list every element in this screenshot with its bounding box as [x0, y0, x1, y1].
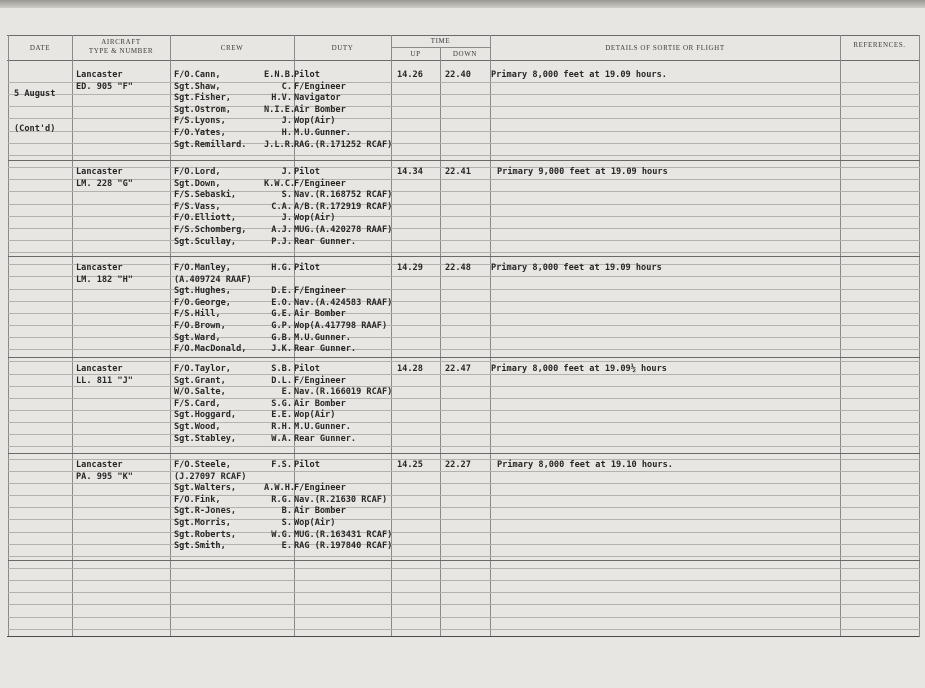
crew-list	[174, 263, 392, 356]
crew-initials: R.G.	[271, 494, 292, 505]
crew-member	[174, 399, 392, 411]
ruled-line	[8, 617, 920, 618]
crew-duty: Nav.(A.424583 RAAF)	[294, 297, 393, 308]
ruled-line	[8, 446, 920, 447]
page-bottom-rule	[7, 636, 919, 637]
crew-member	[174, 506, 392, 518]
aircraft-number: LM. 228 "G"	[76, 178, 133, 189]
aircraft-entry	[76, 263, 133, 286]
crew-name: Sgt.Hoggard,	[174, 410, 237, 421]
crew-name: Sgt.Ostrom,	[174, 104, 231, 115]
crew-member	[174, 140, 392, 152]
time-down: 22.40	[445, 70, 471, 80]
aircraft-type: Lancaster	[76, 263, 123, 273]
crew-list	[174, 460, 392, 553]
ruled-line	[8, 507, 920, 508]
header-aircraft	[72, 38, 170, 56]
crew-name: F/S.Vass,	[174, 201, 221, 212]
crew-initials: K.W.C.	[264, 178, 296, 189]
crew-member	[174, 237, 392, 249]
crew-member	[174, 202, 392, 214]
crew-initials: G.P.	[271, 320, 292, 331]
ruled-line	[8, 337, 920, 338]
ruled-line	[8, 568, 920, 569]
crew-name: F/O.Cann,	[174, 70, 221, 80]
header-up: UP	[410, 50, 421, 58]
crew-initials: J.	[281, 116, 292, 127]
ruled-line	[8, 94, 920, 95]
ruled-line	[8, 131, 920, 132]
crew-duty: Wop(A.417798 RAAF)	[294, 320, 388, 331]
ruled-line	[8, 155, 920, 156]
sortie-separator	[8, 256, 920, 257]
sortie-details: Primary 8,000 feet at 19.09 hours	[491, 263, 662, 273]
ruled-line	[8, 106, 920, 107]
crew-member	[174, 376, 392, 388]
sortie-details: Primary 8,000 feet at 19.10 hours.	[497, 460, 673, 470]
date-line2: (Cont'd)	[14, 123, 56, 134]
crew-name: F/O.Yates,	[174, 127, 226, 138]
crew-member	[174, 298, 392, 310]
sortie-details: Primary 8,000 feet at 19.09½ hours	[491, 364, 667, 374]
crew-name: Sgt.Down,	[174, 178, 221, 189]
crew-name: Sgt.R-Jones,	[174, 506, 237, 517]
crew-duty: F/Engineer	[294, 375, 346, 386]
crew-member	[174, 309, 392, 321]
crew-duty: MUG.(A.420278 RAAF)	[294, 224, 393, 235]
crew-duty: Rear Gunner.	[294, 236, 357, 247]
crew-initials: W.G.	[271, 529, 292, 540]
crew-name: W/O.Salte,	[174, 387, 226, 398]
crew-initials: J.K.	[271, 344, 292, 355]
crew-member	[174, 364, 392, 376]
ruled-line	[8, 604, 920, 605]
header-down: DOWN	[452, 50, 478, 58]
crew-member	[174, 321, 392, 333]
crew-member	[174, 190, 392, 202]
crew-initials: S.G.	[271, 398, 292, 409]
crew-name: Sgt.Morris,	[174, 517, 231, 528]
crew-duty: Rear Gunner.	[294, 344, 357, 355]
crew-duty: Nav.(R.166019 RCAF)	[294, 387, 393, 398]
crew-name: F/S.Lyons,	[174, 116, 226, 127]
crew-duty: RAG (R.197840 RCAF)	[294, 541, 393, 552]
ruled-line	[8, 629, 920, 630]
crew-duty: M.U.Gunner.	[294, 421, 351, 432]
crew-duty: Pilot	[294, 263, 320, 273]
crew-member	[174, 225, 392, 237]
crew-member	[174, 70, 392, 82]
time-down: 22.41	[445, 167, 471, 177]
aircraft-entry	[76, 364, 133, 387]
crew-member	[174, 541, 392, 553]
aircraft-entry	[76, 70, 133, 93]
crew-name: F/O.Fink,	[174, 494, 221, 505]
crew-member	[174, 410, 392, 422]
crew-duty: Wop(Air)	[294, 116, 336, 127]
crew-member	[174, 472, 392, 484]
crew-initials: E.O.	[271, 297, 292, 308]
aircraft-number: PA. 995 "K"	[76, 471, 133, 482]
crew-duty: Pilot	[294, 167, 320, 177]
crew-duty: Air Bomber	[294, 104, 346, 115]
time-down: 22.27	[445, 460, 471, 470]
time-up: 14.25	[397, 460, 423, 470]
crew-initials: S.	[281, 190, 292, 201]
crew-initials: E.	[281, 541, 292, 552]
header-duty: DUTY	[331, 44, 354, 52]
header-details: DETAILS OF SORTIE OR FLIGHT	[605, 44, 725, 52]
ruled-line	[8, 204, 920, 205]
ruled-line	[8, 325, 920, 326]
ruled-line	[8, 422, 920, 423]
header-aircraft-line2: TYPE & NUMBER	[88, 47, 154, 55]
sortie-details: Primary 8,000 feet at 19.09 hours.	[491, 70, 667, 80]
crew-name: F/O.Lord,	[174, 167, 221, 177]
crew-initials: A.J.	[271, 224, 292, 235]
crew-initials: S.	[281, 517, 292, 528]
crew-member	[174, 344, 392, 356]
header-references: REFERENCES.	[853, 41, 906, 49]
time-up: 14.29	[397, 263, 423, 273]
crew-initials: E.	[281, 387, 292, 398]
crew-name: F/O.Manley,	[174, 263, 231, 273]
crew-duty: Nav.(R.21630 RCAF)	[294, 494, 388, 505]
col-line-left	[8, 35, 9, 637]
ruled-line	[8, 532, 920, 533]
ruled-line	[8, 240, 920, 241]
crew-duty: RAG.(R.171252 RCAF)	[294, 139, 393, 150]
crew-initials: H.V.	[271, 93, 292, 104]
crew-initials: G.B.	[271, 332, 292, 343]
ruled-line	[8, 483, 920, 484]
ruled-line	[8, 82, 920, 83]
crew-name: (A.409724 RAAF)	[174, 274, 252, 285]
crew-duty: Rear Gunner.	[294, 433, 357, 444]
ruled-line	[8, 216, 920, 217]
crew-duty: Pilot	[294, 70, 320, 80]
aircraft-number: LM. 182 "H"	[76, 274, 133, 285]
aircraft-type: Lancaster	[76, 460, 123, 470]
crew-duty: Wop(Air)	[294, 410, 336, 421]
time-up: 14.28	[397, 364, 423, 374]
crew-duty: Pilot	[294, 460, 320, 470]
crew-member	[174, 333, 392, 345]
crew-list	[174, 364, 392, 445]
crew-member	[174, 387, 392, 399]
sortie-details: Primary 9,000 feet at 19.09 hours	[497, 167, 668, 177]
scan-top-edge	[0, 0, 925, 8]
ruled-line	[8, 556, 920, 557]
crew-duty: F/Engineer	[294, 81, 346, 92]
ruled-line	[8, 118, 920, 119]
crew-member	[174, 495, 392, 507]
crew-name: F/S.Card,	[174, 398, 221, 409]
crew-member	[174, 434, 392, 446]
header-bottom-rule	[7, 60, 919, 61]
crew-name: Sgt.Ward,	[174, 332, 221, 343]
crew-name: F/O.Brown,	[174, 320, 226, 331]
sortie-separator	[8, 160, 920, 161]
crew-duty: F/Engineer	[294, 286, 346, 297]
aircraft-entry	[76, 167, 133, 190]
crew-duty: Air Bomber	[294, 506, 346, 517]
crew-name: F/O.Elliott,	[174, 213, 237, 224]
crew-initials: D.L.	[271, 375, 292, 386]
aircraft-number: LL. 811 "J"	[76, 375, 133, 386]
header-time: TIME	[430, 37, 451, 45]
crew-duty: Air Bomber	[294, 398, 346, 409]
header-crew: CREW	[220, 44, 244, 52]
header-aircraft-line1: AIRCRAFT	[101, 38, 141, 46]
ruled-line	[8, 313, 920, 314]
ruled-line	[8, 361, 920, 362]
crew-name: Sgt.Hughes,	[174, 286, 231, 297]
crew-member	[174, 93, 392, 105]
time-up: 14.26	[397, 70, 423, 80]
crew-duty: Nav.(R.168752 RCAF)	[294, 190, 393, 201]
crew-initials: D.E.	[271, 286, 292, 297]
crew-duty: F/Engineer	[294, 483, 346, 494]
time-down: 22.47	[445, 364, 471, 374]
crew-member	[174, 128, 392, 140]
aircraft-type: Lancaster	[76, 364, 123, 374]
crew-name: F/S.Sebaski,	[174, 190, 237, 201]
ruled-line	[8, 495, 920, 496]
ruled-line	[8, 398, 920, 399]
aircraft-entry	[76, 460, 133, 483]
crew-initials: P.J.	[271, 236, 292, 247]
crew-name: Sgt.Scullay,	[174, 236, 237, 247]
crew-duty: Navigator	[294, 93, 341, 104]
crew-member	[174, 82, 392, 94]
crew-name: (J.27097 RCAF)	[174, 471, 247, 482]
crew-name: Sgt.Fisher,	[174, 93, 231, 104]
crew-initials: R.H.	[271, 421, 292, 432]
ruled-line	[8, 191, 920, 192]
ruled-line	[8, 301, 920, 302]
aircraft-type: Lancaster	[76, 167, 123, 177]
ruled-line	[8, 544, 920, 545]
crew-duty: Air Bomber	[294, 309, 346, 320]
ruled-line	[8, 276, 920, 277]
col-line-date	[72, 35, 73, 637]
time-up: 14.34	[397, 167, 423, 177]
header-top-rule	[7, 35, 919, 36]
date-line1: 5 August	[14, 89, 56, 100]
ruled-line	[8, 179, 920, 180]
ruled-line	[8, 252, 920, 253]
crew-name: Sgt.Remillard.	[174, 139, 247, 150]
crew-member	[174, 483, 392, 495]
sortie-separator	[8, 453, 920, 454]
crew-member	[174, 286, 392, 298]
crew-name: Sgt.Smith,	[174, 541, 226, 552]
crew-name: F/O.Steele,	[174, 460, 231, 470]
crew-member	[174, 263, 392, 275]
time-down: 22.48	[445, 263, 471, 273]
crew-initials: C.	[281, 81, 292, 92]
crew-initials: J.	[281, 213, 292, 224]
ruled-line	[8, 143, 920, 144]
crew-initials: F.S.	[271, 460, 292, 470]
col-line-down	[490, 35, 491, 637]
crew-initials: W.A.	[271, 433, 292, 444]
crew-name: Sgt.Wood,	[174, 421, 221, 432]
crew-duty: F/Engineer	[294, 178, 346, 189]
col-line-up	[440, 47, 441, 637]
crew-initials: E.N.B.	[264, 70, 296, 80]
crew-member	[174, 530, 392, 542]
crew-name: F/S.Schomberg,	[174, 224, 247, 235]
crew-member	[174, 460, 392, 472]
date-entry	[14, 66, 55, 159]
crew-name: Sgt.Shaw,	[174, 81, 221, 92]
crew-initials: H.	[281, 127, 292, 138]
crew-initials: E.E.	[271, 410, 292, 421]
crew-initials: N.I.E.	[264, 104, 296, 115]
crew-member	[174, 105, 392, 117]
crew-initials: H.G.	[271, 263, 292, 273]
col-line-right	[919, 35, 920, 637]
crew-duty: MUG.(R.163431 RCAF)	[294, 529, 393, 540]
ruled-line	[8, 349, 920, 350]
crew-initials: S.B.	[271, 364, 292, 374]
ruled-line	[8, 410, 920, 411]
ruled-line	[8, 289, 920, 290]
col-line-aircraft	[170, 35, 171, 637]
crew-initials: B.	[281, 506, 292, 517]
crew-initials: J.L.R.	[264, 139, 296, 150]
sortie-separator	[8, 560, 920, 561]
ruled-line	[8, 386, 920, 387]
crew-list	[174, 167, 392, 248]
crew-initials: G.E.	[271, 309, 292, 320]
ruled-line	[8, 592, 920, 593]
crew-initials: A.W.H.	[264, 483, 296, 494]
crew-duty: Wop(Air)	[294, 213, 336, 224]
ruled-line	[8, 580, 920, 581]
crew-member	[174, 518, 392, 530]
crew-name: F/O.Taylor,	[174, 364, 231, 374]
crew-list	[174, 70, 392, 151]
crew-initials: J.	[281, 167, 292, 177]
col-line-details	[840, 35, 841, 637]
crew-duty: A/B.(R.172919 RCAF)	[294, 201, 393, 212]
crew-member	[174, 275, 392, 287]
crew-name: F/S.Hill,	[174, 309, 221, 320]
crew-name: Sgt.Grant,	[174, 375, 226, 386]
header-date: DATE	[29, 44, 51, 52]
crew-duty: M.U.Gunner.	[294, 127, 351, 138]
crew-duty: Pilot	[294, 364, 320, 374]
crew-member	[174, 213, 392, 225]
crew-member	[174, 422, 392, 434]
ruled-line	[8, 434, 920, 435]
crew-member	[174, 116, 392, 128]
crew-name: Sgt.Stabley,	[174, 433, 237, 444]
aircraft-type: Lancaster	[76, 70, 123, 80]
crew-name: F/O.George,	[174, 297, 231, 308]
crew-member	[174, 179, 392, 191]
crew-member	[174, 167, 392, 179]
sortie-separator	[8, 357, 920, 358]
crew-name: Sgt.Walters,	[174, 483, 237, 494]
crew-name: Sgt.Roberts,	[174, 529, 237, 540]
crew-duty: M.U.Gunner.	[294, 332, 351, 343]
ruled-line	[8, 519, 920, 520]
crew-initials: C.A.	[271, 201, 292, 212]
crew-duty: Wop(Air)	[294, 517, 336, 528]
ruled-line	[8, 228, 920, 229]
aircraft-number: ED. 905 "F"	[76, 81, 133, 92]
crew-name: F/O.MacDonald,	[174, 344, 247, 355]
